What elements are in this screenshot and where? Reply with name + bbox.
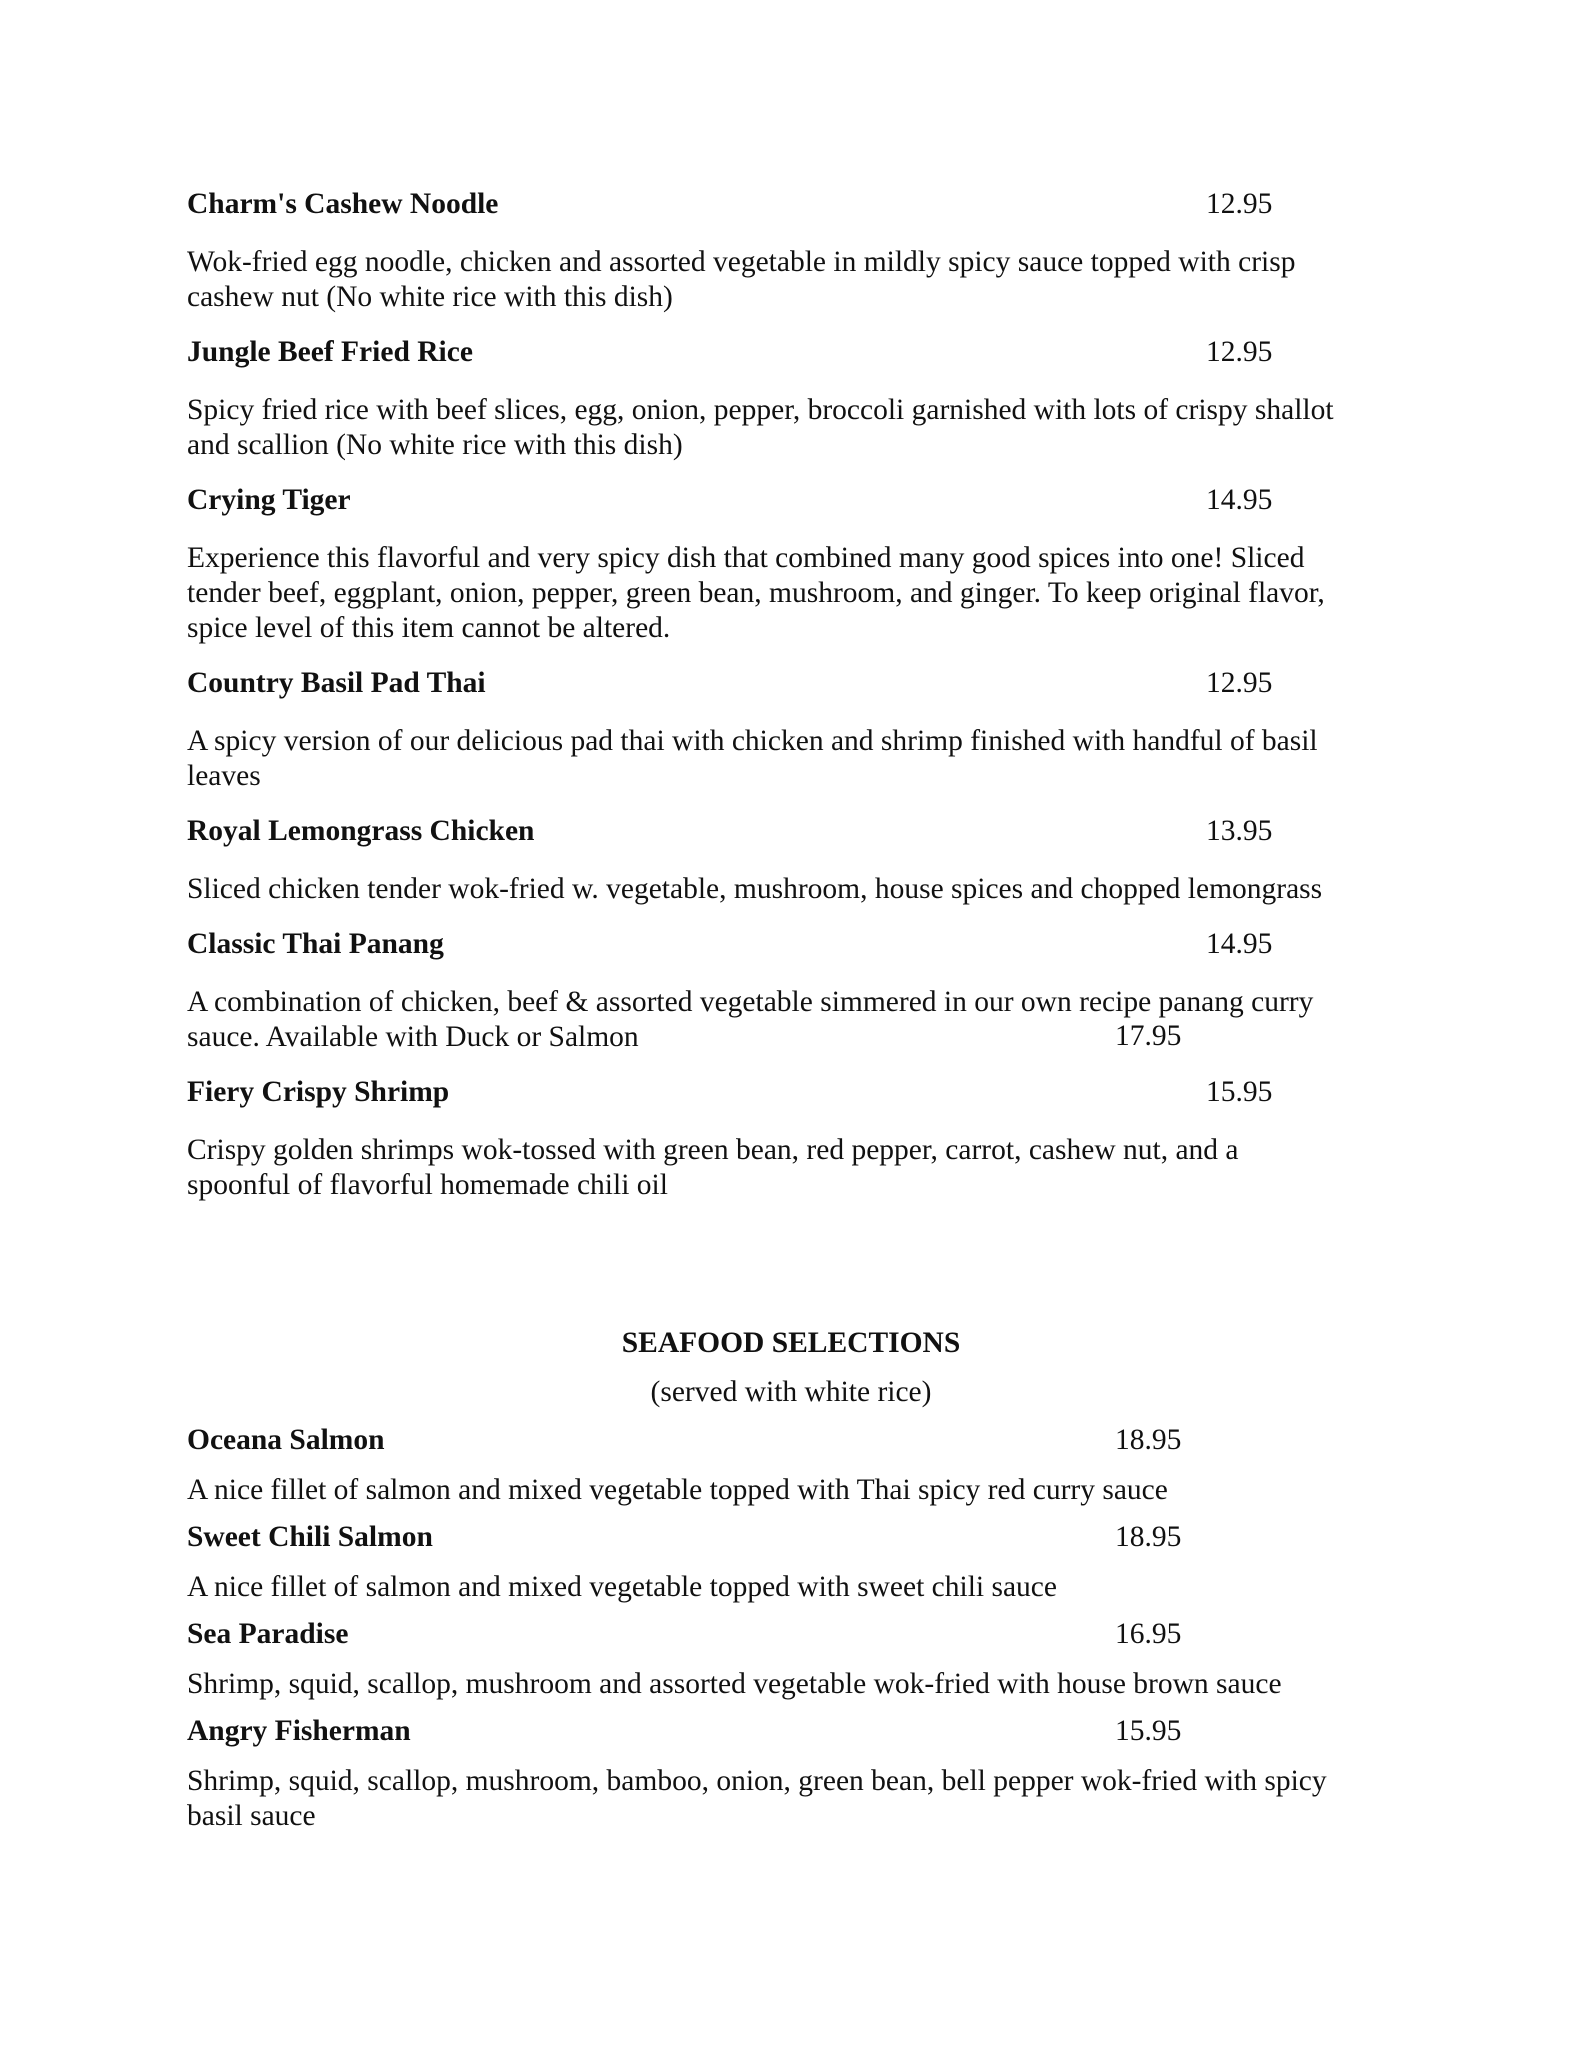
item-price: 12.95: [1206, 188, 1273, 220]
description-line: Shrimp, squid, scallop, mushroom, bamboo, onion, green bean, bell pepper wok-fried with spicy: [187, 1765, 1327, 1797]
item-description: [187, 724, 1318, 794]
item-description: [187, 872, 1322, 907]
item-name: Fiery Crispy Shrimp: [187, 1076, 450, 1108]
item-name: Jungle Beef Fried Rice: [187, 336, 473, 368]
section-subheading: (served with white rice): [650, 1376, 932, 1408]
description-line: basil sauce: [187, 1800, 316, 1832]
item-description: [187, 1473, 1168, 1508]
description-line: A spicy version of our delicious pad thai with chicken and shrimp finished with handful of basil: [187, 725, 1318, 757]
item-price: 15.95: [1115, 1715, 1182, 1747]
item-price: 18.95: [1115, 1521, 1182, 1553]
section-heading: SEAFOOD SELECTIONS: [621, 1327, 961, 1359]
option-price: 17.95: [1115, 1020, 1182, 1052]
description-line: cashew nut (No white rice with this dish): [187, 281, 673, 313]
description-line: Wok-fried egg noodle, chicken and assorted vegetable in mildly spicy sauce topped with crisp: [187, 246, 1296, 278]
item-price: 13.95: [1206, 815, 1273, 847]
description-line: Crispy golden shrimps wok-tossed with green bean, red pepper, carrot, cashew nut, and a: [187, 1134, 1239, 1166]
item-price: 15.95: [1206, 1076, 1273, 1108]
item-description: [187, 393, 1334, 463]
description-line: spoonful of flavorful homemade chili oil: [187, 1169, 668, 1201]
description-line: Sliced chicken tender wok-fried w. vegetable, mushroom, house spices and chopped lemongrass: [187, 873, 1323, 905]
item-description: [187, 1667, 1282, 1702]
description-line: A combination of chicken, beef & assorted vegetable simmered in our own recipe panang curry: [187, 986, 1314, 1018]
item-price: 18.95: [1115, 1424, 1182, 1456]
item-description: [187, 1764, 1327, 1834]
item-name: Charm's Cashew Noodle: [187, 188, 499, 220]
item-price: 16.95: [1115, 1618, 1182, 1650]
item-description: [187, 245, 1295, 315]
item-description: [187, 1570, 1057, 1605]
item-name: Angry Fisherman: [187, 1715, 411, 1747]
item-name: Sweet Chili Salmon: [187, 1521, 433, 1553]
item-name: Royal Lemongrass Chicken: [187, 815, 535, 847]
item-name: Classic Thai Panang: [187, 928, 444, 960]
item-name: Sea Paradise: [187, 1618, 349, 1650]
item-price: 14.95: [1206, 484, 1273, 516]
item-description: [187, 1133, 1239, 1203]
item-price: 14.95: [1206, 928, 1273, 960]
description-line: spice level of this item cannot be altered.: [187, 612, 671, 644]
description-line: tender beef, eggplant, onion, pepper, green bean, mushroom, and ginger. To keep original flavor,: [187, 577, 1325, 609]
item-price: 12.95: [1206, 336, 1273, 368]
item-name: Crying Tiger: [187, 484, 351, 516]
description-line: sauce. Available with Duck or Salmon: [187, 1021, 639, 1053]
description-line: A nice fillet of salmon and mixed vegetable topped with Thai spicy red curry sauce: [187, 1474, 1168, 1506]
description-line: Shrimp, squid, scallop, mushroom and assorted vegetable wok-fried with house brown sauce: [187, 1668, 1282, 1700]
description-line: and scallion (No white rice with this dish): [187, 429, 683, 461]
description-line: A nice fillet of salmon and mixed vegetable topped with sweet chili sauce: [187, 1571, 1057, 1603]
item-description: [187, 541, 1325, 646]
item-name: Country Basil Pad Thai: [187, 667, 486, 699]
description-line: Experience this flavorful and very spicy dish that combined many good spices into one! Sliced: [187, 542, 1305, 574]
description-line: leaves: [187, 760, 261, 792]
item-price: 12.95: [1206, 667, 1273, 699]
item-name: Oceana Salmon: [187, 1424, 385, 1456]
description-line: Spicy fried rice with beef slices, egg, onion, pepper, broccoli garnished with lots of crispy shallot: [187, 394, 1334, 426]
